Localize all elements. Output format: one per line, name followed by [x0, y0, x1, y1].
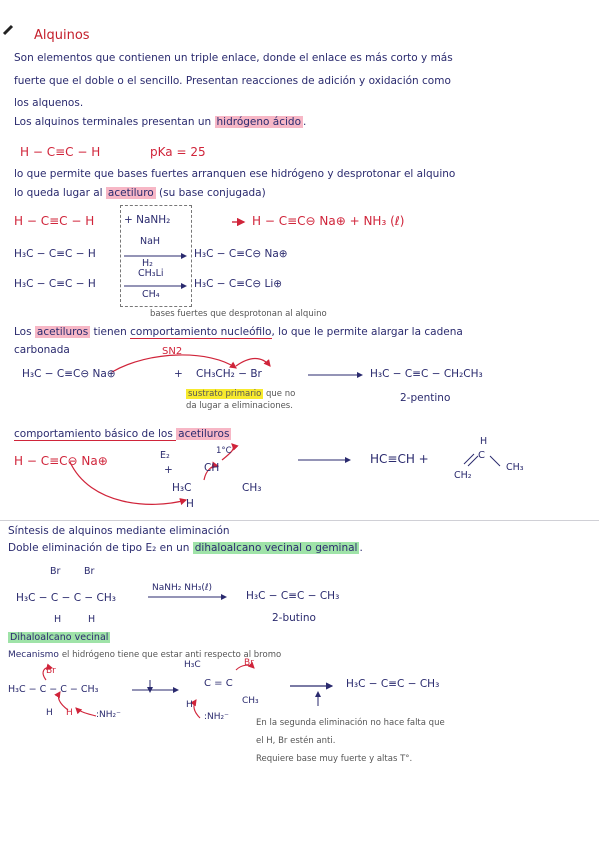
r2-product: H₃C − C≡C⊖ Na⊕ [194, 248, 288, 260]
propene-ch2: CH₂ [454, 470, 472, 481]
r3-reagent-top: CH₃Li [138, 268, 164, 279]
page-title: Alquinos [34, 28, 90, 43]
synthesis-heading: Síntesis de alquinos mediante eliminación [8, 525, 230, 537]
inter-h3c: H₃C [184, 660, 201, 670]
mechanism-line-rest: el hidrógeno tiene que estar anti respecto al bromo [61, 650, 282, 660]
substrate-note-rest: que no [263, 389, 296, 399]
r1-left: H − C≡C − H [14, 214, 95, 228]
r1-reagent: + NaNH₂ [124, 214, 171, 226]
mech-base-2: :NH₂⁻ [204, 712, 229, 722]
nucleophile-prefix: Los [14, 326, 35, 338]
synthesis-h-1: H [54, 614, 62, 625]
synthesis-line-prefix: Doble eliminación de tipo E₂ en un [8, 542, 193, 554]
synthesis-chain: H₃C − C − C − CH₃ [16, 592, 116, 604]
synthesis-line [8, 542, 363, 554]
mechanism-line-prefix: Mecanismo [8, 650, 59, 660]
synthesis-br-1: Br [50, 566, 61, 577]
synthesis-line-suffix: . [359, 542, 363, 554]
mech-note-2: el H, Br estén anti. [256, 736, 336, 746]
mech-base-1: :NH₂⁻ [96, 710, 121, 720]
sn2-reactant: H₃C − C≡C⊖ Na⊕ [22, 368, 116, 380]
r3-product: H₃C − C≡C⊖ Li⊕ [194, 278, 283, 290]
sn2-product: H₃C − C≡C − CH₂CH₃ [370, 368, 483, 380]
synthesis-br-2: Br [84, 566, 95, 577]
r3-left: H₃C − C≡C − H [14, 278, 96, 290]
mech-h-left: H [46, 708, 53, 718]
intro-line-1: Son elementos que contienen un triple enlace, donde el enlace es más corto y más [14, 52, 453, 64]
strong-base-line-2-prefix: lo queda lugar al [14, 187, 106, 199]
pka-value: pKa = 25 [150, 145, 206, 159]
mech-br: Br [46, 666, 56, 676]
acetylene-formula: H − C≡C − H [20, 145, 101, 159]
intro-line-4 [14, 116, 306, 128]
synthesis-h-2: H [88, 614, 96, 625]
sn2-plus: + [174, 368, 183, 380]
propene-h: H [480, 436, 488, 447]
nucleophile-behaviour-underlined: comportamiento nucleófilo [130, 326, 272, 338]
mech-arrow-red-4 [194, 700, 200, 718]
synthesis-product-name: 2-butino [272, 612, 316, 624]
intro-line-3: los alquenos. [14, 97, 84, 109]
acid-hydrogen-highlight: hidrógeno ácido [216, 116, 302, 128]
mech-h-right: H [66, 708, 73, 718]
basic-acetylides-highlight: acetiluros [178, 428, 230, 440]
r2-left: H₃C − C≡C − H [14, 248, 96, 260]
primary-substrate-highlight: sustrato primario [188, 389, 262, 399]
mech-chain: H₃C − C − C − CH₃ [8, 684, 99, 695]
primary-carbon-label: 1°C [216, 446, 232, 456]
strong-base-line-1: lo que permite que bases fuertes arranquen ese hidrógeno y desprotonar el alquino [14, 168, 456, 180]
mechanism-heading [8, 632, 110, 643]
sn2-substrate: CH₃CH₂ − Br [196, 368, 262, 380]
r1-product: H − C≡C⊖ Na⊕ + NH₃ (ℓ) [252, 214, 405, 228]
synthesis-reagent: NaNH₂ NH₃(ℓ) [152, 583, 213, 593]
e2-ch: CH [204, 462, 220, 474]
propene-c: C [478, 450, 485, 461]
e2-plus: + [164, 464, 173, 476]
substrate-note-line-2: da lugar a eliminaciones. [186, 401, 293, 411]
intro-line-4-suffix: . [303, 116, 307, 128]
dihaloalkane-highlight: dihaloalcano vecinal o geminal [194, 542, 358, 554]
corner-mark [4, 26, 12, 34]
nucleophile-line-1 [14, 326, 463, 338]
vicinal-dihaloalkane-highlight: Dihaloalcano vecinal [10, 632, 109, 643]
basic-heading [14, 428, 231, 440]
mech-note-3: Requiere base muy fuerte y altas T°. [256, 754, 413, 764]
nucleophile-suffix: , lo que le permite alargar la cadena [271, 326, 463, 338]
nucleophile-mid: tienen [90, 326, 131, 338]
section-divider [0, 520, 599, 521]
nucleophile-line-2: carbonada [14, 344, 70, 356]
sn2-label: SN2 [162, 346, 183, 357]
strong-bases-note: bases fuertes que desprotonan al alquino [150, 309, 327, 319]
inter-cc: C = C [204, 678, 233, 689]
synthesis-product: H₃C − C≡C − CH₃ [246, 590, 340, 602]
inter-br: Br [244, 658, 254, 668]
substrate-note [186, 389, 295, 399]
sn2-product-name: 2-pentino [400, 392, 451, 404]
intro-line-4-prefix: Los alquinos terminales presentan un [14, 116, 215, 128]
strong-base-line-2 [14, 187, 266, 199]
e2-label: E₂ [160, 450, 170, 461]
inter-ch3: CH₃ [242, 696, 259, 706]
mech-note-1: En la segunda eliminación no hace falta que [256, 718, 445, 728]
e2-product-acetylene: HC≡CH + [370, 452, 429, 466]
mechanism-line [8, 650, 281, 660]
r2-reagent-bottom: H₂ [142, 258, 153, 269]
sn2-arrow-2 [236, 359, 270, 367]
r2-reagent-top: NaH [140, 236, 161, 247]
e2-h3c: H₃C [172, 482, 192, 494]
acetylides-highlight: acetiluros [36, 326, 89, 338]
intro-line-2: fuerte que el doble o el sencillo. Presentan reacciones de adición y oxidación como [14, 75, 451, 87]
r3-reagent-bottom: CH₄ [142, 289, 160, 300]
propene-ch3: CH₃ [506, 462, 524, 473]
inter-h: H [186, 700, 193, 710]
e2-h: H [186, 498, 194, 510]
acetylide-highlight: acetiluro [107, 187, 154, 199]
mech-product: H₃C − C≡C − CH₃ [346, 678, 440, 690]
strong-base-line-2-suffix: (su base conjugada) [155, 187, 266, 199]
e2-ch3: CH₃ [242, 482, 262, 494]
mech-arrow-red-3 [76, 708, 96, 716]
basic-heading-prefix: comportamiento básico de los [14, 428, 177, 440]
e2-reactant: H − C≡C⊖ Na⊕ [14, 454, 108, 468]
